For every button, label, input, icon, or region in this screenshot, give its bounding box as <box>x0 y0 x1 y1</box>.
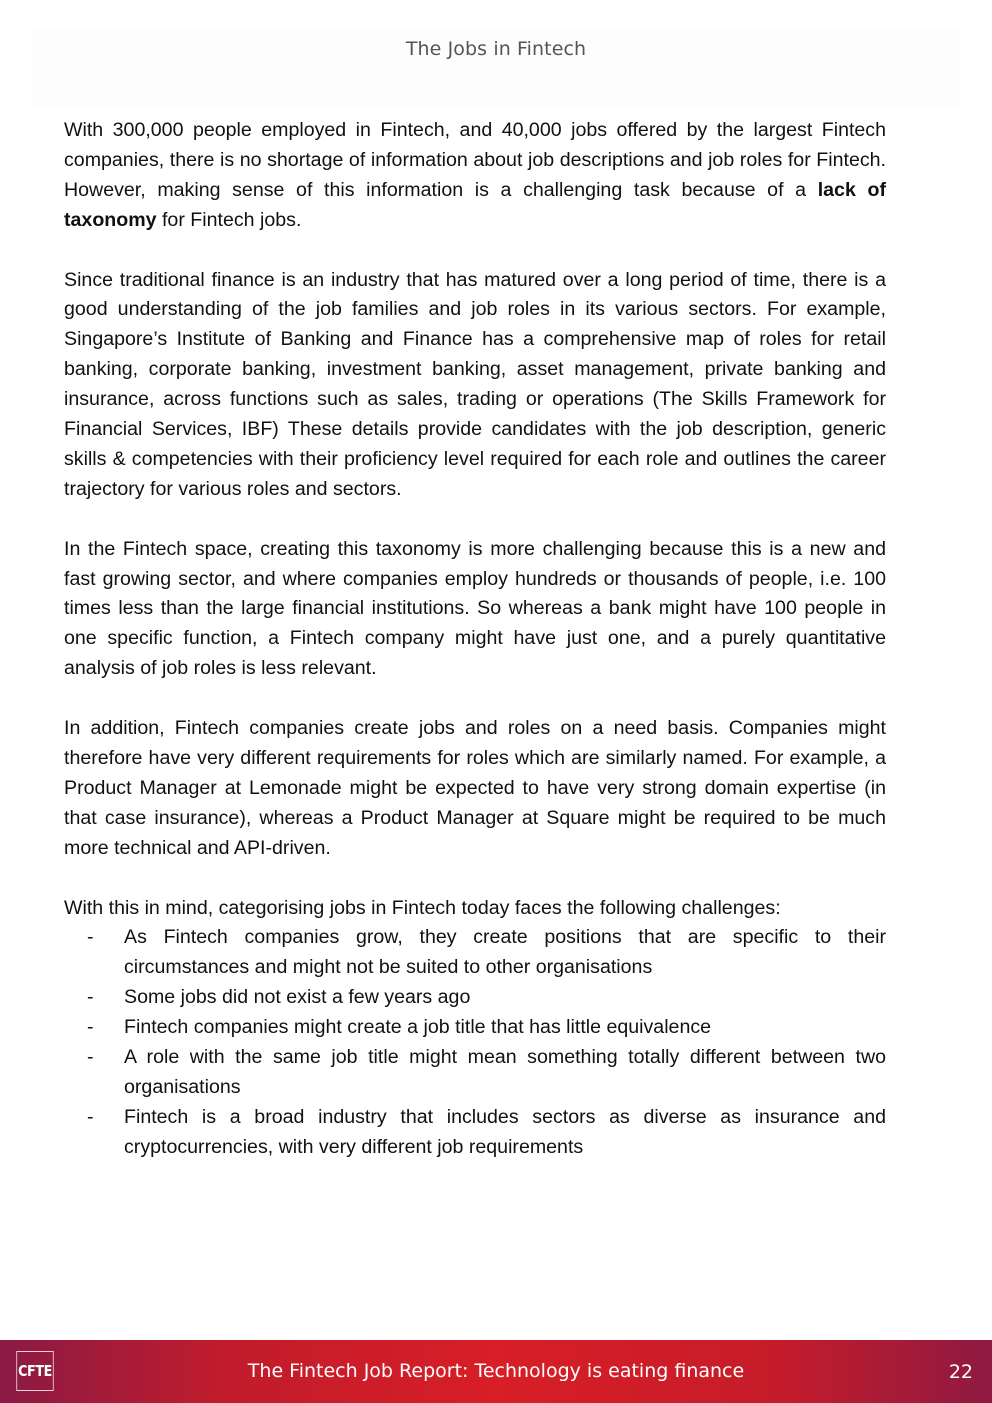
list-item <box>64 923 886 983</box>
paragraph-traditional-finance: Since traditional finance is an industry that has matured over a long period of time, there is a good understanding of the job families and job roles in its various sectors. For example, Singapore’s Institute of Banking and Finance has a comprehensive map of roles for retail banking, corporate banking, investment banking, asset management, private banking and insurance, across functions such as sales, trading or operations (The Skills Framework for Financial Services, IBF) These details provide candidates with the job description, generic skills & competencies with their proficiency level required for each role and outlines the career trajectory for various roles and sectors. <box>64 268 886 500</box>
page-number: 22 <box>948 1361 973 1383</box>
dash-bullet-icon: - <box>87 1046 94 1069</box>
dash-bullet-icon: - <box>87 1105 94 1128</box>
list-item-text: A role with the same job title might mean something totally different between two organisations <box>124 1046 886 1098</box>
list-intro: With this in mind, categorising jobs in Fintech today faces the following challenges: <box>64 896 781 919</box>
list-item-text: As Fintech companies grow, they create positions that are specific to their circumstances and might not be suited to other organisations <box>124 926 886 979</box>
paragraph-text: With 300,000 people employed in Fintech, and 40,000 jobs offered by the largest Fintech companies, there is no shortage of information about job descriptions and job roles for Fintech. However, making sense of this information is a challenging task because of a <box>64 119 886 201</box>
running-header-title: The Jobs in Fintech <box>405 38 587 60</box>
list-item-text: Fintech is a broad industry that includes sectors as diverse as insurance and cryptocurrencies, with very different job requirements <box>124 1105 886 1158</box>
body-content <box>64 116 886 1163</box>
list-item-text: Some jobs did not exist a few years ago <box>124 986 471 1009</box>
cfte-logo: CFTE <box>16 1351 53 1391</box>
emphasis-lack-of-taxonomy: lack of taxonomy <box>64 178 886 231</box>
paragraph-intro <box>64 116 886 236</box>
paragraph-text: for Fintech jobs. <box>156 208 302 231</box>
list-item <box>64 1103 886 1163</box>
footer-report-title: The Fintech Job Report: Technology is eating finance <box>247 1360 745 1382</box>
dash-bullet-icon: - <box>87 1016 94 1039</box>
list-item-text: Fintech companies might create a job title that has little equivalence <box>124 1016 712 1039</box>
list-item <box>64 1013 886 1043</box>
list-item <box>64 1043 886 1103</box>
paragraph-fintech-space: In the Fintech space, creating this taxonomy is more challenging because this is a new and fast growing sector, and where companies employ hundreds or thousands of people, i.e. 100 times less than the large financial institutions. So whereas a bank might have 100 people in one specific function, a Fintech company might have just one, and a purely quantitative analysis of job roles is less relevant. <box>64 537 886 680</box>
dash-bullet-icon: - <box>87 926 94 949</box>
paragraph-in-addition: In addition, Fintech companies create jobs and roles on a need basis. Companies might therefore have very different requirements for roles which are similarly named. For example, a Product Manager at Lemonade might be expected to have very strong domain expertise (in that case insurance), whereas a Product Manager at Square might be required to be much more technical and API-driven. <box>64 717 886 859</box>
list-item <box>64 983 886 1013</box>
dash-bullet-icon: - <box>87 986 94 1009</box>
page-footer <box>0 1340 992 1403</box>
challenges-list <box>64 923 886 1162</box>
